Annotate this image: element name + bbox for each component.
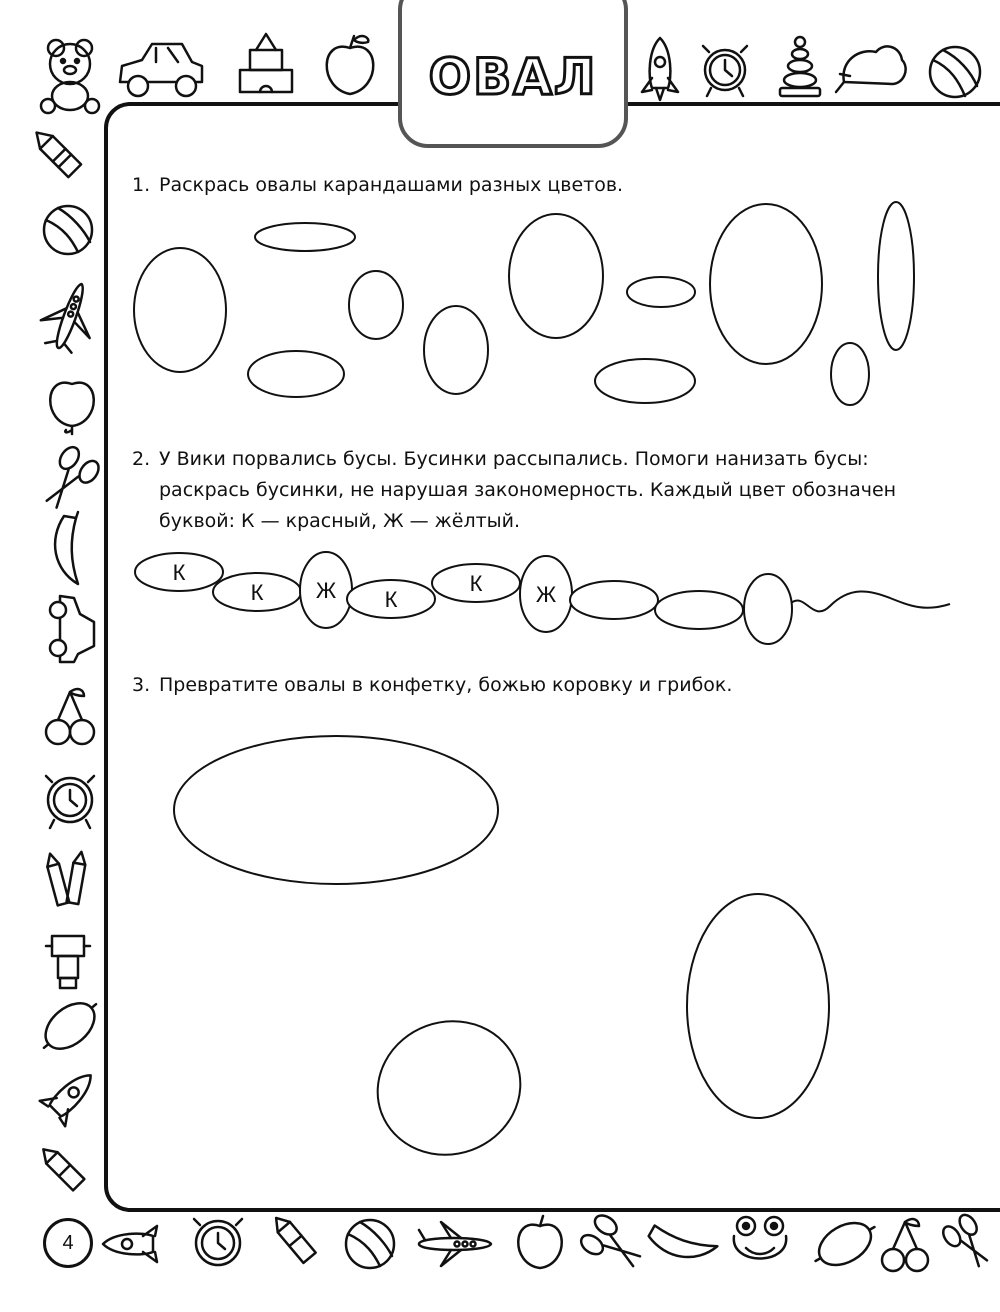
oval-to-color[interactable] xyxy=(424,306,488,394)
candy-oval[interactable] xyxy=(174,736,498,884)
task-2-number: 2. xyxy=(132,448,151,470)
task-3-ovals xyxy=(174,736,829,1175)
bead-letter: Ж xyxy=(315,578,337,603)
task-3-number: 3. xyxy=(132,674,151,696)
ladybug-oval[interactable] xyxy=(359,1001,539,1174)
oval-to-color[interactable] xyxy=(595,359,695,403)
oval-to-color[interactable] xyxy=(509,214,603,338)
bead-letter: Ж xyxy=(535,582,557,607)
bead-letter: К xyxy=(172,560,186,585)
bead-string xyxy=(790,591,950,611)
page-title: ОВАЛ xyxy=(428,48,598,106)
oval-to-color[interactable] xyxy=(255,223,355,251)
task-1-ovals xyxy=(134,202,914,405)
task-2-line-2: раскрась бусинки, не нарушая закономерность. Каждый цвет обозначен xyxy=(159,479,897,501)
title-tab xyxy=(398,0,628,148)
bead-letter: К xyxy=(469,571,483,596)
task-1-number: 1. xyxy=(132,174,151,196)
oval-to-color[interactable] xyxy=(627,277,695,307)
task-2-line-3: буквой: К — красный, Ж — жёлтый. xyxy=(159,510,521,532)
oval-to-color[interactable] xyxy=(248,351,344,397)
task-2-line-1: У Вики порвались бусы. Бусинки рассыпались. Помоги нанизать бусы: xyxy=(159,448,869,470)
oval-to-color[interactable] xyxy=(349,271,403,339)
task-3-text: Превратите овалы в конфетку, божью коровку и грибок. xyxy=(159,674,733,696)
bead-letter: К xyxy=(250,580,264,605)
task-1-text: Раскрась овалы карандашами разных цветов. xyxy=(159,174,624,196)
oval-to-color[interactable] xyxy=(878,202,914,350)
mushroom-oval[interactable] xyxy=(687,894,829,1118)
bead-letter: К xyxy=(384,587,398,612)
oval-to-color[interactable] xyxy=(831,343,869,405)
bead[interactable] xyxy=(570,581,658,619)
page-number: 4 xyxy=(43,1218,93,1268)
oval-to-color[interactable] xyxy=(134,248,226,372)
bead[interactable] xyxy=(655,591,743,629)
oval-to-color[interactable] xyxy=(710,204,822,364)
bead[interactable] xyxy=(744,574,792,644)
